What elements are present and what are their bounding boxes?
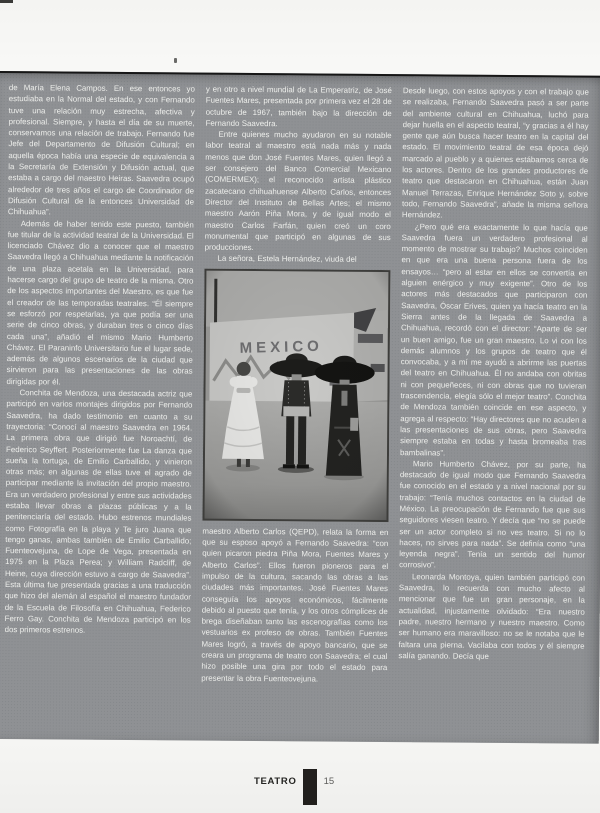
paragraph: Entre quienes mucho ayudaron en su notable labor teatral al maestro está nada más y nada menos que don José Fuentes Mares, quien llegó a ser consejero del Banco Comercial Mexicano (COMERMEX); el reconocido artista plástico zacatecano chihuahuense Alberto Carlos, entonces Director del Instituto de Bellas Artes; el mismo maestro Aarón Piña Mora, y de igual modo el maestro Carlos Farfán, quien creó un coro monumental que participó en algunas de sus producciones. [204, 129, 392, 253]
paragraph: Además de haber tenido este puesto, también fue titular de la actividad teatral de la Universidad. El licenciado Chávez dio a conocer que el maestro Saavedra llegó a Chihuahua mediante la notificación de una plaza acetala en la Universidad, para hacerse cargo del grupo de teatro de la misma. Otro de los aspectos importantes del Maestro, es que fue el creador de las temporadas teatrales. “Él siempre se esforzó por respetarlas, ya que podía ser una serie de cinco obras, y duraban tres o cinco días cada una”, añadió el mismo Mario Humberto Chávez. El Paraninfo Universitario fue el lugar sede, además de algunos escenarios de la ciudad que sirvieron para las presentaciones de las obras dirigidas por él. [6, 218, 194, 387]
article-column-2 [201, 84, 392, 685]
paragraph: y en otro a nivel mundial de La Emperatriz, de José Fuentes Mares, presentada por primera vez el 28 de octubre de 1967, también bajo la dirección de Fernando Saavedra. [205, 84, 392, 129]
paragraph: Mario Humberto Chávez, por su parte, ha destacado de igual modo que Fernando Saavedra fue conocido en el estado y a nivel nacional por su trabajo: “Tenía muchos contactos en la ciudad de México. La preocupación de Fernando fue que sus seguidores viesen teatro. Y decía que “no se puede ser un actor completo si no ves teatro. Si no lo haces, no sirves para nada”. Se definía como “una leyenda negra”. Tenía un sentido del humor corrosivo”. [399, 459, 586, 570]
scan-artifact-speck [174, 58, 177, 63]
footer-page-number: 15 [323, 776, 335, 787]
article-columns [0, 73, 600, 687]
footer-divider-bar [303, 769, 317, 805]
article-column-3 [398, 85, 589, 686]
paragraph: Desde luego, con estos apoyos y con el trabajo que se realizaba, Fernando Saavedra pasó a ser parte del ambiente cultural en Chihuahua, luchó para dejar huella en el aspecto teatral, “y gracias a él hay gente que aún busca hacer teatro en la capital del estado. El movimiento teatral de esa época dejó marcado al pueblo y a quienes estábamos cerca de los actores. Dentro de los grandes productores de teatro que destacaron en Chihuahua, están Juan Manuel Terrazas, Enrique Hernández Soto y, sobre todo, Fernando Saavedra”, añade la misma señora Hernández. [401, 86, 589, 220]
footer-section-label: TEATRO [254, 776, 297, 787]
paragraph: Leonarda Montoya, quien también participó con Saavedra, lo recuerda con mucho afecto al mencionar que fue un gran personaje, en la actualidad, injustamente olvidado: “Era nuestro padre, nuestro hermano y nuestro maestro. Como ser humano era maravilloso: no se le notaba que le faltara una pierna. Vacilaba con todos y él siempre salía ganando. Decía que [398, 572, 586, 661]
paragraph: ¿Pero qué era exactamente lo que hacía que Saavedra fuera un verdadero profesional al momento de mostrar su trabajo? Muchos coinciden en que era una buena persona fuera de los ensayos… “pero al estar en ellos se convertía en alguien enérgico y muy exigente”. Otro de los actores más destacados que participaron con Saavedra, Óscar Erives, quien ya hacía teatro en la Sierra antes de la llegada de Saavedra a Chihuahua, recordó con el director: “Aparte de ser un buen amigo, fue un gran maestro. Lo vi con los demás alumnos y los grupos de teatro que él convocaba, y a mí me ayudó a abrirme las puertas del teatro en Chihuahua. Él no andaba con obritas ni con pequeñeces, ni con obras que no tuvieran trascendencia, elegía sólo el mejor teatro”. Conchita de Mendoza también coincide en ese aspecto, y agrega al respecto: “Hay directores que no acuden a las presentaciones de sus obras, pero Saavedra siempre estaba en todas y hasta bromeaba tras bambalinas”. [399, 221, 588, 458]
paragraph: Conchita de Mendoza, una destacada actriz que participó en varios montajes dirigidos por Fernando Saavedra, ha dado testimonio en cuanto a su trayectoria: “Conocí al maestro Saavedra en 1964. La primera obra que dirigió fue Noroachtí, de Federico Seyffert. Posteriormente fue La danza que sueña la tortuga, de Emilio Carballido, y vinieron otras más; en algunas de ellas tuve el agrado de participar mediante la invitación del propio maestro. Era un verdadero profesional y entre sus actividades estaba llevar obras a plazas públicas y a la penitenciaría del estado. Hubo estrenos mundiales como Fotografía en la playa y Te juro Juana que tengo ganas, ambas también de Emilio Carballido; Fuenteovejuna, de Lope de Vega, presentada en 1975 en la Plaza Perea; y William Radcliff, de Heine, cuya dirección estuvo a cargo de Saavedra”. Esta última fue presentada gracias a una traducción que hizo del alemán al español el maestro fundador de la Escuela de Filosofía en Chihuahua, Federico Ferro Gay. Conchita de Mendoza participó en los dos primeros estrenos. [4, 388, 193, 635]
photo-vignette [202, 268, 390, 521]
article-block [0, 71, 600, 744]
article-column-1 [4, 82, 195, 683]
paragraph: de María Elena Campos. En ese entonces yo estudiaba en la Normal del estado, y con Fernando tuve una relación muy estrecha, afectiva y profesional. Siempre, y hasta el día de su muerte, conservamos una relación de trabajo. Fernando fue Jefe del Departamento de Difusión Cultural; en aquella época había una especie de equivalencia a la Secretaría de Extensión y Difusión actual, que estaba a cargo del maestro Heiras. Saavedra ocupó alrededor de tres años el cargo de Coordinador de Difusión Cultural de la entonces Universidad de Chihuahua”. [7, 83, 195, 217]
scan-artifact-corner [0, 0, 13, 3]
photo-children-folklorico [202, 268, 390, 521]
paragraph: maestro Alberto Carlos (QEPD), relata la forma en que su esposo apoyó a Fernando Saavedra: “con quien picaron piedra Piña Mora, Fuentes Mares y Alberto Carlos”. Ellos fueron pioneros para el impulso de la cultura, sacando las obras a las ciudades más importantes. José Fuentes Mares conseguía los apoyos económicos, fácilmente debido al puesto que tenía, y los otros cómplices de brega diseñaban tanto las escenografías como los vestuarios ex profeso de obras. También Fuentes Mares logró, a través de apoyo bancario, que se creara un programa de teatro con Saavedra; el cual hizo posible una gira por todo el estado para presentar la obra Fuenteovejuna. [201, 526, 389, 684]
paragraph: La señora, Estela Hernández, viuda del [217, 254, 357, 265]
page-footer [254, 769, 334, 805]
